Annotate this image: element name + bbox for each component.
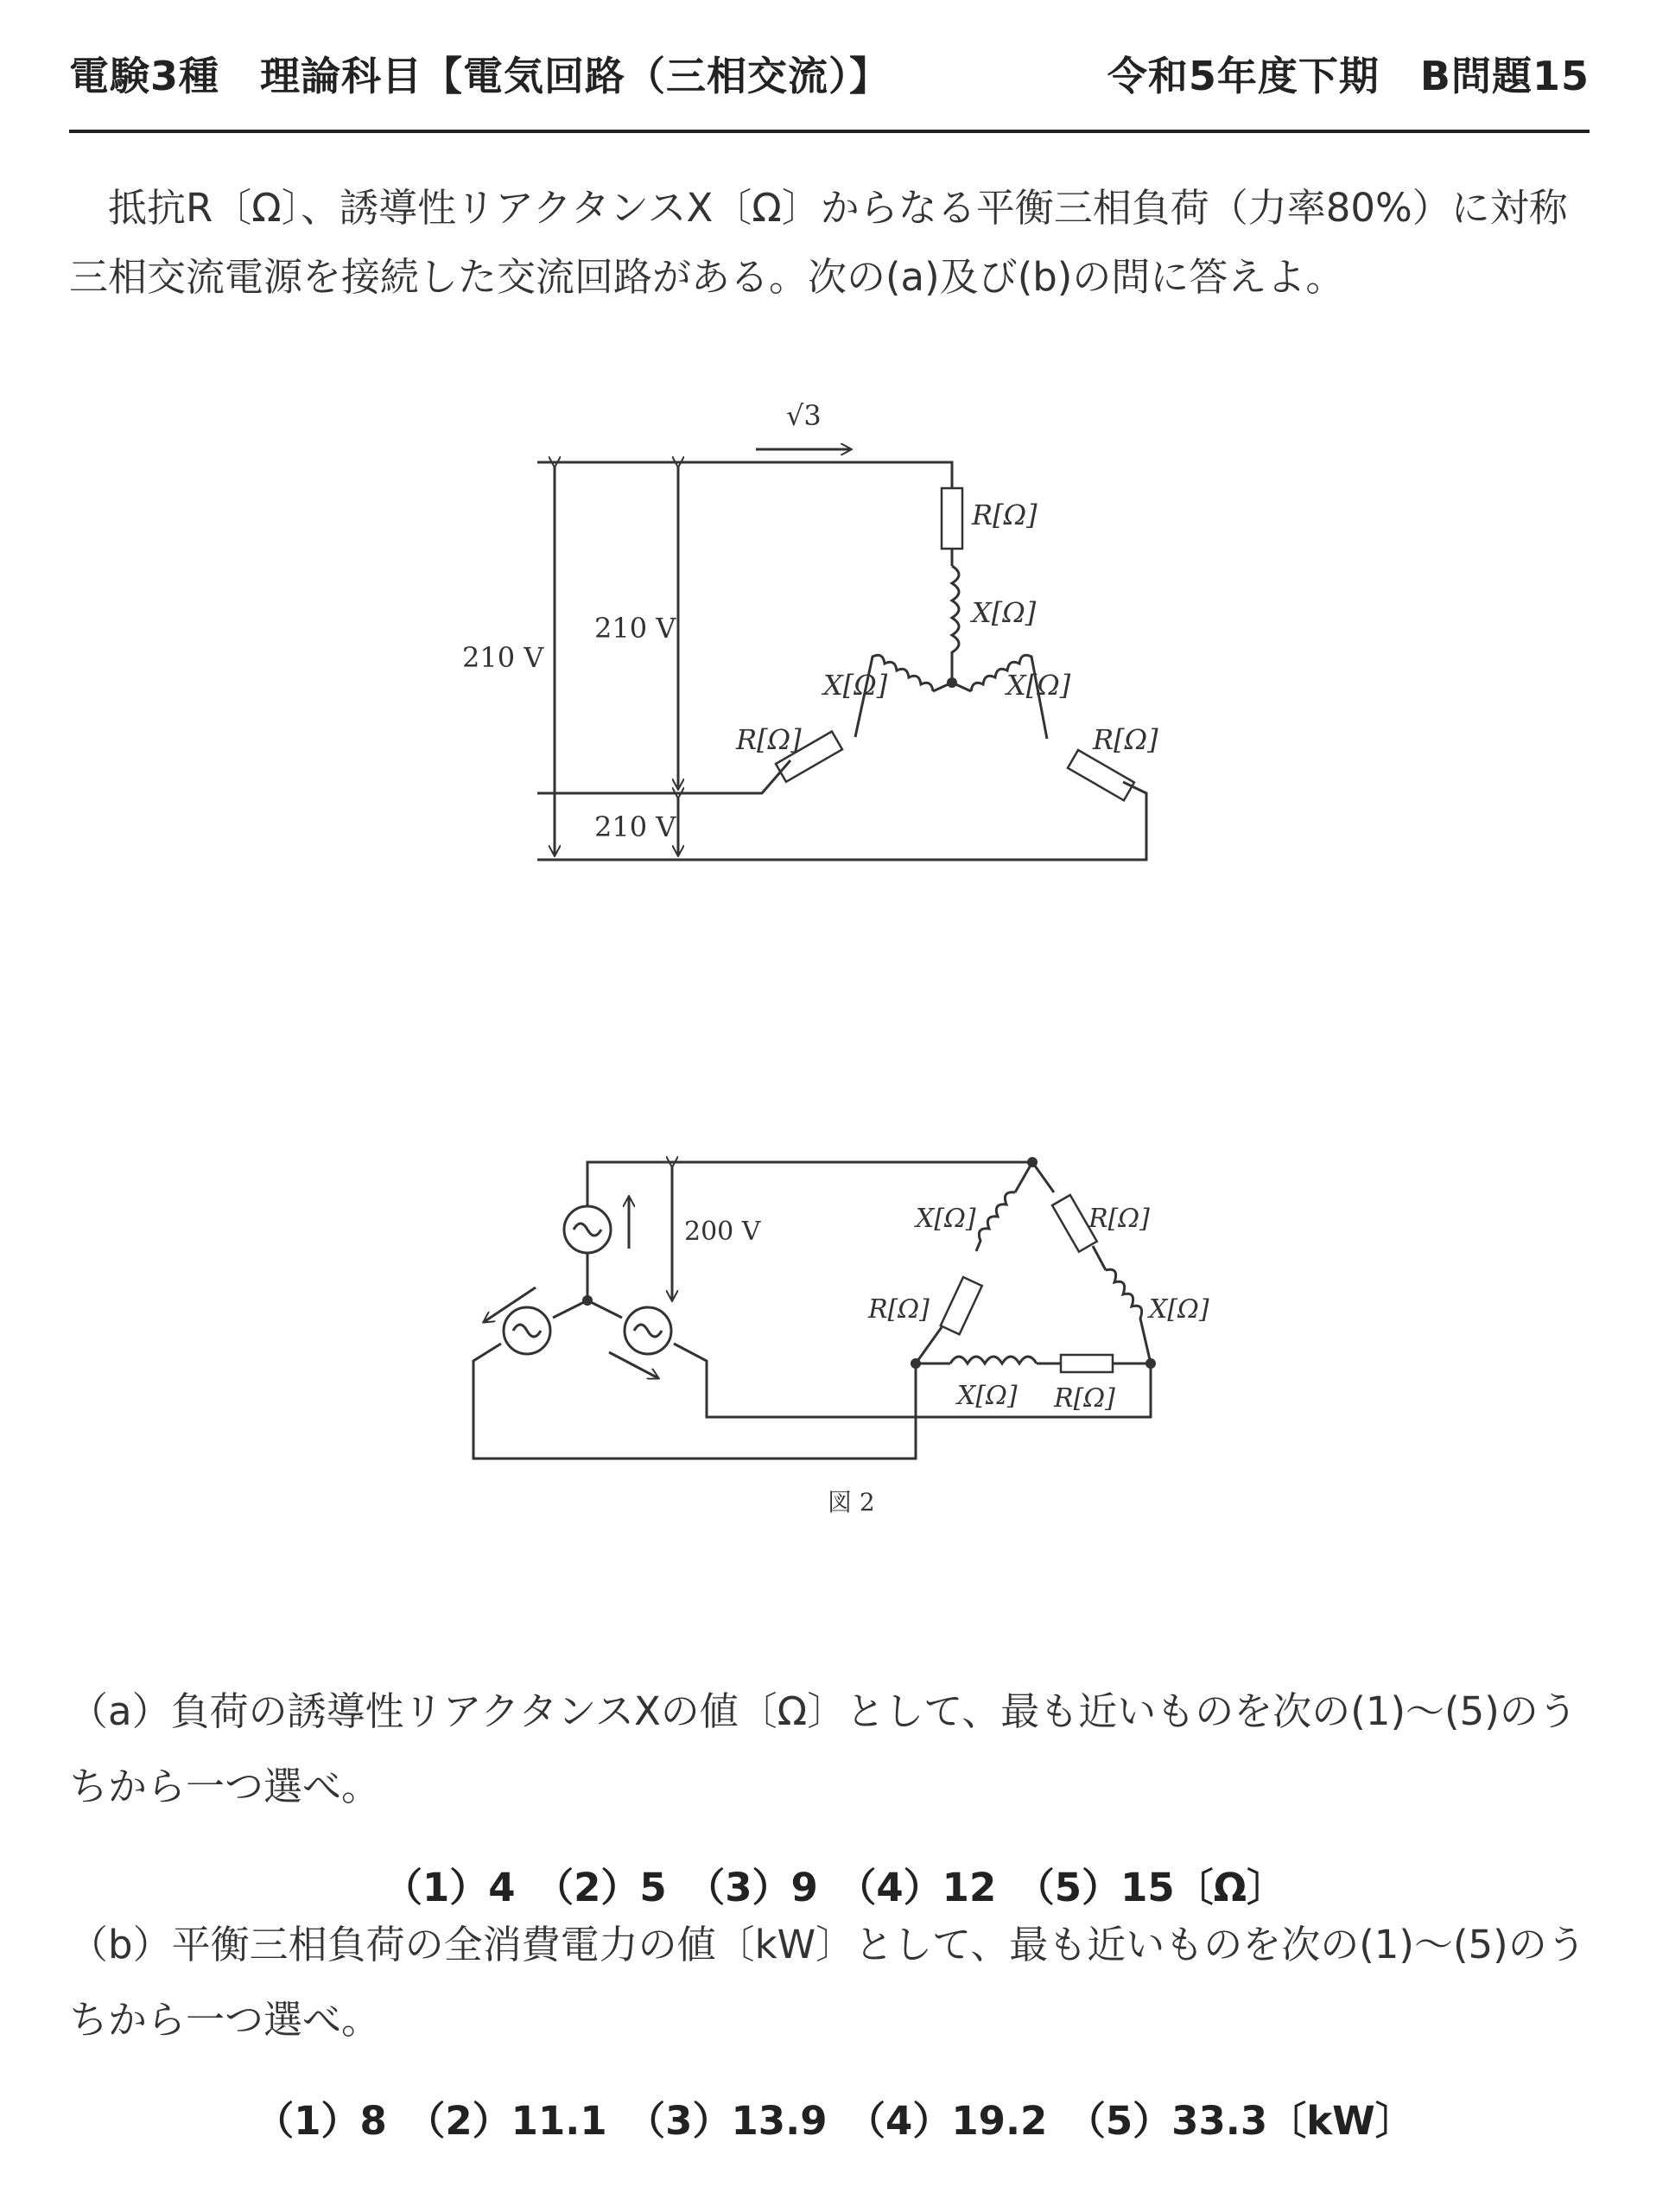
question-a-choices: （1）4 （2）5 （3）9 （4）12 （5）15〔Ω〕 [384,1865,1285,1910]
source-neutral-node [582,1295,593,1306]
fig2-r-bottom-label: R[Ω] [1054,1383,1115,1414]
delta-node-left [911,1358,921,1369]
question-b-line-1: （b）平衡三相負荷の全消費電力の値〔kW〕として、最も近いものを次の(1)〜(5)のう [69,1922,1586,1967]
question-a-line-1: （a）負荷の誘導性リアクタンスXの値〔Ω〕として、最も近いものを次の(1)〜(5)のう [69,1688,1577,1734]
fig2-x-left-label: X[Ω] [916,1204,976,1234]
fig1-x-left-label: X[Ω] [823,669,888,702]
fig1-voltage-mid: 210 V [594,612,676,645]
question-b-line-2: ちから一つ選べ。 [69,1997,381,2043]
fig2-r-right-label: R[Ω] [1088,1204,1150,1234]
fig1-r-top-label: R[Ω] [972,499,1038,531]
fig2-r-left-label: R[Ω] [868,1294,930,1325]
fig1-voltage-outer: 210 V [462,641,544,674]
header-exam-id: 令和5年度下期 B問題15 [1107,53,1590,99]
delta-node-top [1027,1157,1038,1167]
fig1-voltage-bottom: 210 V [594,810,676,843]
intro-line-2: 三相交流電源を接続した交流回路がある。次の(a)及び(b)の問に答えよ。 [69,254,1345,300]
question-b-choices: （1）8 （2）11.1 （3）13.9 （4）19.2 （5）33.3〔kW〕 [255,2098,1414,2144]
fig1-r-left-label: R[Ω] [736,723,802,756]
header-subject: 電験3種 理論科目【電気回路（三相交流）】 [69,53,891,99]
fig1-sqrt3-label: √3 [786,399,822,432]
question-a-line-2: ちから一つ選べ。 [69,1764,381,1809]
fig1-x-top-label: X[Ω] [972,596,1037,629]
fig2-voltage-label: 200 V [684,1217,761,1247]
delta-node-right [1145,1358,1156,1369]
fig1-r-right-label: R[Ω] [1093,723,1158,756]
intro-line-1: 抵抗R〔Ω〕、誘導性リアクタンスX〔Ω〕からなる平衡三相負荷（力率80%）に対称 [69,185,1568,231]
fig1-x-right-label: X[Ω] [1006,669,1071,702]
fig2-x-bottom-label: X[Ω] [957,1381,1018,1411]
fig2-x-right-label: X[Ω] [1149,1294,1209,1325]
fig2-caption: 図 2 [828,1488,875,1516]
